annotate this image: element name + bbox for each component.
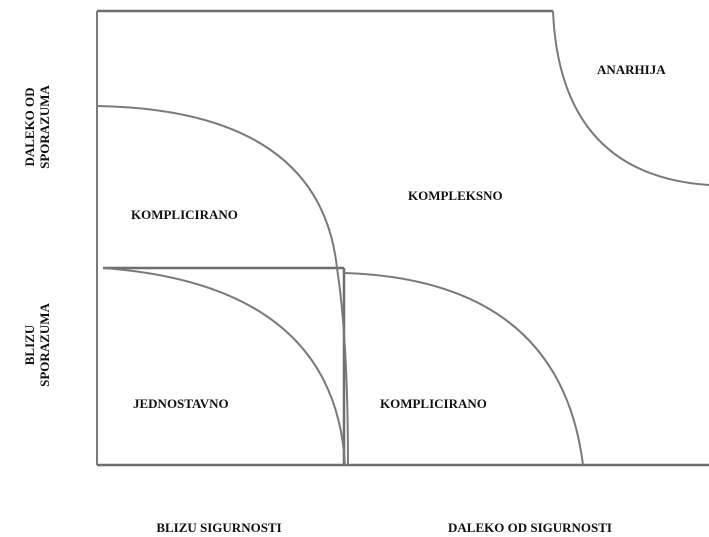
region-label-complicated-lower: KOMPLICIRANO — [380, 396, 487, 411]
region-label-simple: JEDNOSTAVNO — [133, 396, 229, 411]
y-axis-label-top — [22, 85, 52, 169]
y-axis-label-top-line2: SPORAZUMA — [37, 85, 52, 169]
lower-complicated-boundary-curve — [344, 273, 583, 465]
region-label-complex: KOMPLEKSNO — [408, 188, 503, 203]
y-axis-label-bottom-line2: SPORAZUMA — [37, 303, 52, 387]
upper-complicated-boundary-curve — [97, 106, 348, 465]
region-label-anarchy: ANARHIJA — [597, 62, 666, 77]
y-axis-label-bottom-line1: BLIZU — [22, 324, 37, 366]
y-axis-label-top-line1: DALEKO OD — [22, 87, 37, 167]
y-axis-label-bottom — [22, 303, 52, 387]
simple-boundary-curve — [103, 268, 345, 465]
anarchy-boundary-curve — [553, 11, 709, 185]
x-axis-label-left: BLIZU SIGURNOSTI — [156, 520, 282, 535]
x-axis-label-right: DALEKO OD SIGURNOSTI — [448, 520, 612, 535]
region-label-complicated-upper: KOMPLICIRANO — [131, 207, 238, 222]
